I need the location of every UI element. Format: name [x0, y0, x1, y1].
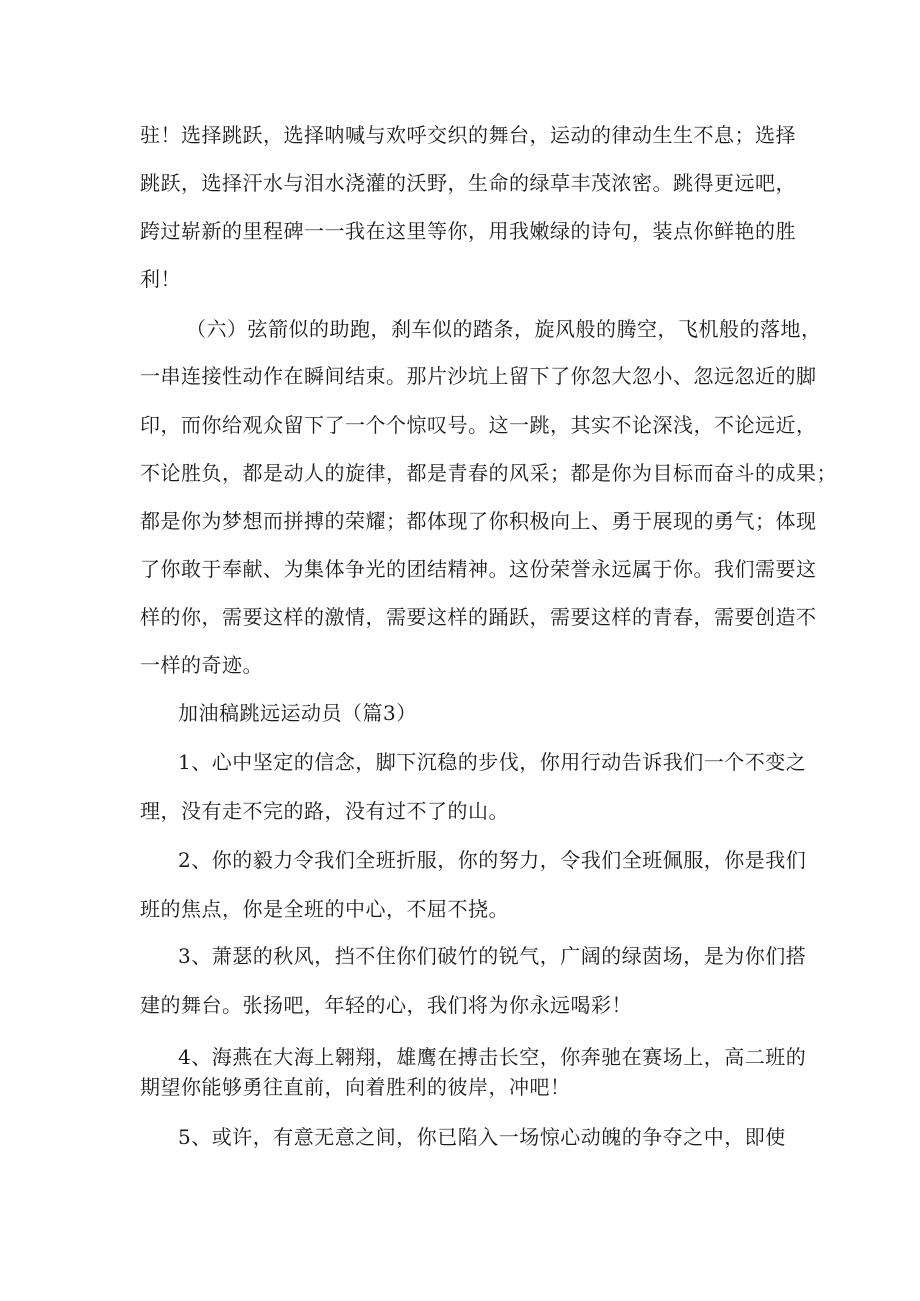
- text-line: 驻！选择跳跃，选择呐喊与欢呼交织的舞台，运动的律动生生不息；选择: [140, 123, 796, 147]
- list-item: 2、你的毅力令我们全班折服，你的努力，令我们全班佩服，你是我们: [178, 848, 807, 872]
- text-line: 了你敢于奉献、为集体争光的团结精神。这份荣誉永远属于你。我们需要这: [140, 557, 817, 581]
- text-line: 不论胜负，都是动人的旋律，都是青春的风采；都是你为目标而奋斗的成果；: [140, 461, 837, 485]
- list-item: 3、萧瑟的秋风，挡不住你们破竹的锐气，广阔的绿茵场，是为你们搭: [178, 944, 807, 968]
- paragraph-heading-6: （六）弦箭似的助跑，刹车似的踏条，旋风般的腾空，飞机般的落地，: [186, 317, 822, 341]
- text-line: 班的焦点，你是全班的中心，不屈不挠。: [140, 897, 509, 921]
- text-line: 印，而你给观众留下了一个个惊叹号。这一跳，其实不论深浅，不论远近，: [140, 413, 817, 437]
- text-line: 期望你能够勇往直前，向着胜利的彼岸，冲吧！: [140, 1075, 571, 1099]
- list-item: 5、或许，有意无意之间，你已陷入一场惊心动魄的争夺之中，即使: [178, 1125, 786, 1149]
- text-line: 都是你为梦想而拼搏的荣耀；都体现了你积极向上、勇于展现的勇气；体现: [140, 509, 817, 533]
- text-line: 理，没有走不完的路，没有过不了的山。: [140, 799, 509, 823]
- text-line: 建的舞台。张扬吧，年轻的心，我们将为你永远喝彩！: [140, 993, 632, 1017]
- text-line: 一样的奇迹。: [140, 653, 263, 677]
- section-title: 加油稿跳远运动员（篇3）: [178, 701, 417, 725]
- text-line: 一串连接性动作在瞬间结束。那片沙坑上留下了你忽大忽小、忽远忽近的脚: [140, 364, 817, 388]
- text-line: 利！: [140, 267, 181, 291]
- list-item: 4、海燕在大海上翱翔，雄鹰在搏击长空，你奔驰在赛场上，高二班的: [178, 1045, 807, 1069]
- list-item: 1、心中坚定的信念，脚下沉稳的步伐，你用行动告诉我们一个不变之: [178, 750, 807, 774]
- text-line: 跳跃，选择汗水与泪水浇灌的沃野，生命的绿草丰茂浓密。跳得更远吧，: [140, 171, 796, 195]
- text-line: 跨过崭新的里程碑一一我在这里等你，用我嫩绿的诗句，装点你鲜艳的胜: [140, 219, 796, 243]
- text-line: 样的你，需要这样的激情，需要这样的踊跃，需要这样的青春，需要创造不: [140, 605, 817, 629]
